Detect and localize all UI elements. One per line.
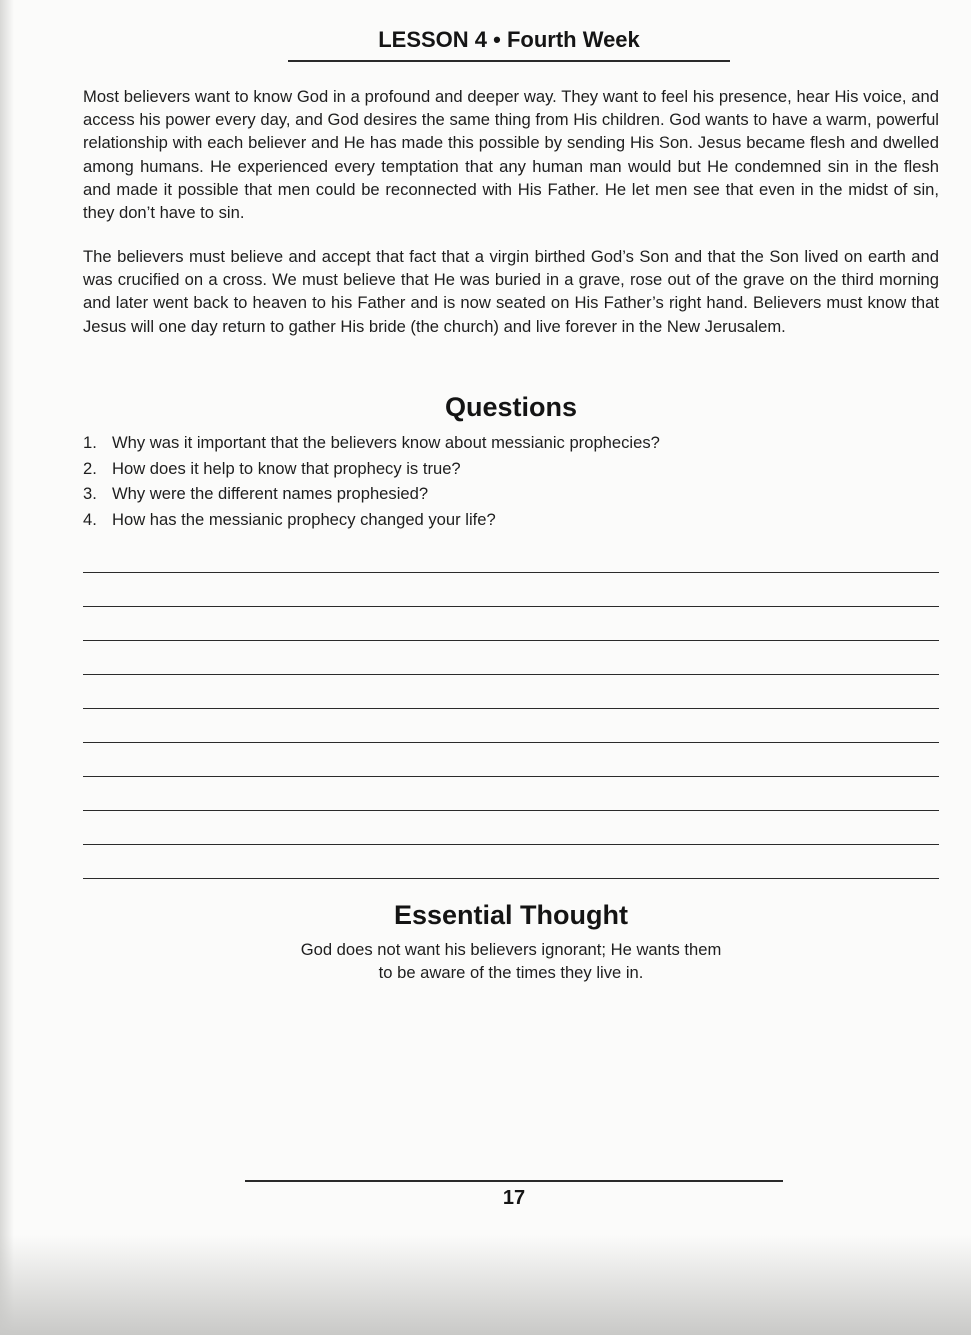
body-paragraph-1: Most believers want to know God in a profound and deeper way. They want to feel his presence, hear His voice, and access his power every day, and God desires the same thing from His children. God wants to have a warm, powerful relationship with each believer and He has made this possible by sending His Son. Jesus became flesh and dwelled among humans. He experienced every temptation that any human man would but He condemned sin in the flesh and made it possible that men could be reconnected with His Father. He let men see that even in the midst of sin, they don’t have to sin. bbox=[83, 87, 939, 223]
questions-heading: Questions bbox=[444, 392, 578, 422]
answer-line bbox=[83, 674, 939, 675]
question-item bbox=[83, 456, 660, 482]
footer-rule bbox=[245, 1180, 783, 1182]
essential-thought-line-1: God does not want his believers ignorant; He wants them bbox=[300, 940, 722, 959]
essential-thought-heading: Essential Thought bbox=[393, 900, 628, 930]
question-number: 3. bbox=[83, 484, 97, 503]
answer-lines bbox=[83, 572, 939, 912]
answer-line bbox=[83, 640, 939, 641]
page-number: 17 bbox=[502, 1187, 526, 1209]
question-item bbox=[83, 430, 660, 456]
question-number: 2. bbox=[83, 458, 97, 478]
answer-line bbox=[83, 810, 939, 811]
header-rule bbox=[288, 60, 730, 62]
answer-line bbox=[83, 708, 939, 709]
question-text: Why were the different names prophesied? bbox=[112, 484, 429, 503]
question-item bbox=[83, 507, 660, 533]
answer-line bbox=[83, 742, 939, 743]
question-number: 4. bbox=[83, 509, 97, 529]
question-number: 1. bbox=[83, 433, 97, 452]
answer-line bbox=[83, 878, 939, 879]
scan-bottom-shadow bbox=[0, 1235, 971, 1335]
scan-edge-shadow bbox=[0, 0, 14, 1335]
question-text: How does it help to know that prophecy is true? bbox=[112, 458, 461, 478]
essential-thought-text bbox=[83, 938, 939, 984]
question-text: How has the messianic prophecy changed your life? bbox=[112, 509, 496, 529]
answer-line bbox=[83, 606, 939, 607]
essential-thought-line-2: to be aware of the times they live in. bbox=[378, 963, 644, 982]
answer-line bbox=[83, 776, 939, 777]
lesson-header: LESSON 4 • Fourth Week bbox=[378, 27, 640, 52]
body-paragraph-2: The believers must believe and accept that fact that a virgin birthed God’s Son and that the Son lived on earth and was crucified on a cross. We must believe that He was buried in a grave, rose out of the grave on the third morning and later went back to heaven to his Father and is now seated on His Father’s right hand. Believers must know that Jesus will one day return to gather His bride (the church) and live forever in the New Jerusalem. bbox=[83, 247, 939, 336]
answer-line bbox=[83, 572, 939, 573]
question-text: Why was it important that the believers know about messianic prophecies? bbox=[112, 433, 660, 452]
question-item bbox=[83, 481, 660, 507]
questions-list bbox=[83, 430, 660, 532]
answer-line bbox=[83, 844, 939, 845]
